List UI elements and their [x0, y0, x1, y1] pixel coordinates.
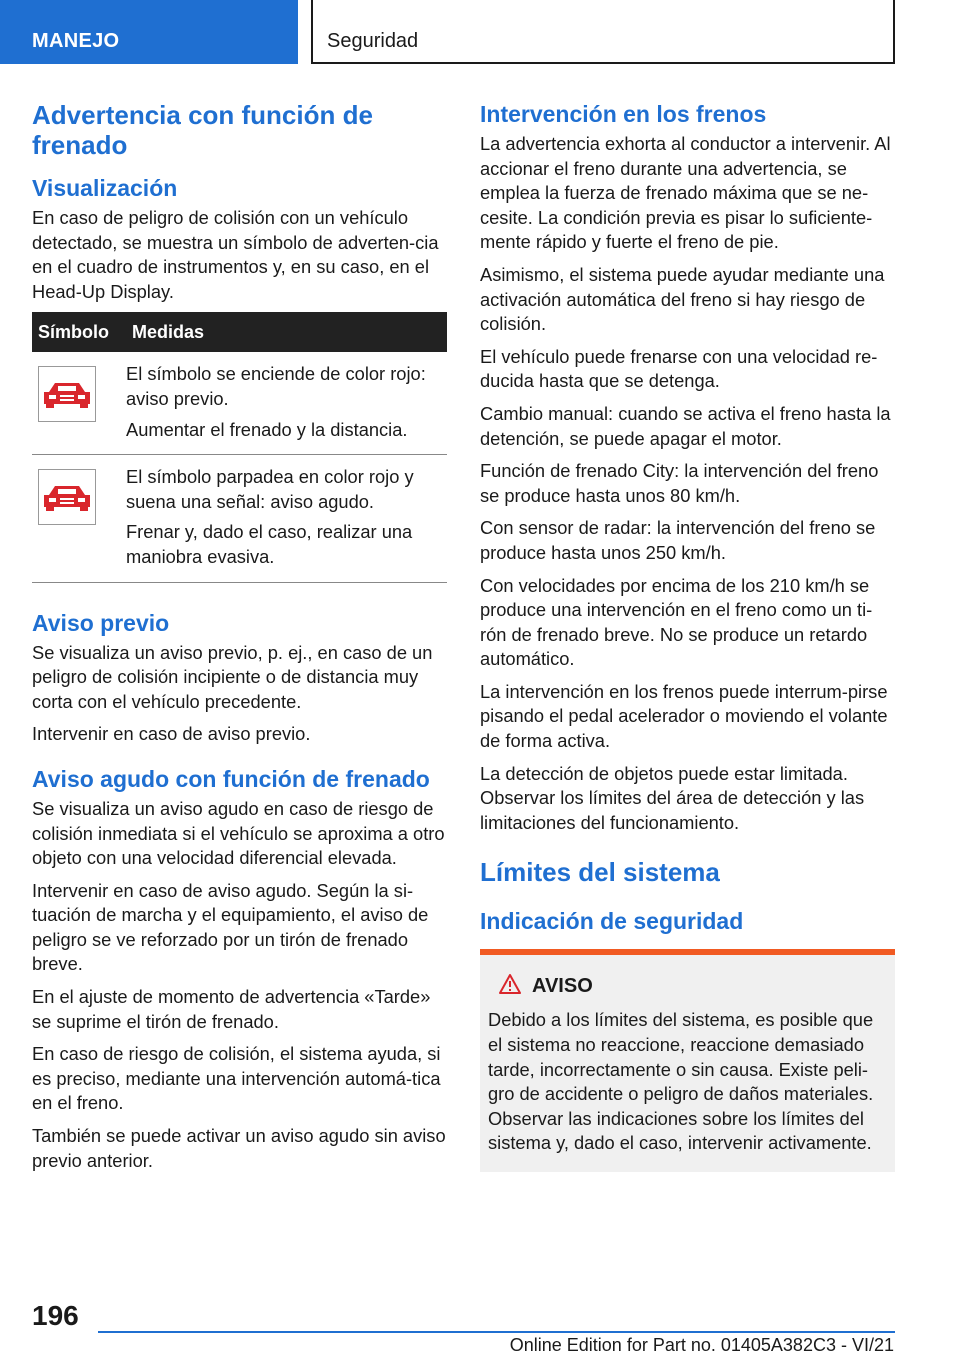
- row-2-text-2: Frenar y, dado el caso, realizar una maniobra evasiva.: [126, 521, 413, 567]
- header-section-tab: [0, 0, 298, 64]
- row-1-text-1: El símbolo se enciende de color rojo: aviso previo.: [126, 363, 426, 409]
- red-car-warning-icon: [38, 469, 96, 525]
- aviso-previo-text-1: Se visualiza un aviso previo, p. ej., en caso de un peligro de colisión incipiente o de distancia muy corta con el vehículo precedente.: [32, 641, 433, 712]
- aviso-previo-heading: Aviso previo: [32, 609, 170, 636]
- visualizacion-text: En caso de peligro de colisión con un vehículo detectado, se muestra un símbolo de adverten-cia en el cuadro de instrumentos y, en su caso, en el Head-Up Display.: [32, 207, 439, 302]
- visualizacion-heading: Visualización: [32, 175, 178, 201]
- intervencion-text-5: Función de frenado City: la intervención del freno se produce hasta unos 80 km/h.: [480, 460, 879, 506]
- row-1-text-2: Aumentar el frenado y la distancia.: [126, 418, 408, 440]
- intervencion-text-6: Con sensor de radar: la intervención del freno se produce hasta unos 250 km/h.: [480, 517, 876, 563]
- footer-edition: Online Edition for Part no. 01405A382C3 - VI/21: [509, 1335, 894, 1355]
- warning-box: [480, 955, 895, 1172]
- limites-heading: Límites del sistema: [480, 857, 720, 888]
- table-row: [32, 455, 447, 582]
- aviso-previo-text-2: Intervenir en caso de aviso previo.: [32, 723, 311, 745]
- right-column: [480, 100, 895, 1172]
- header-section-label: MANEJO: [32, 30, 120, 52]
- warning-text: Debido a los límites del sistema, es posible que el sistema no reaccione, reaccione demasiado tarde, incorrectamente o sin causa. Existe peli-gro de accidente o peligro de daños materiales. Observar las indicaciones sobre los límites del sistema y, dado el caso, intervenir activamente.: [488, 1009, 874, 1154]
- left-column: [32, 100, 447, 1181]
- intervencion-text-4: Cambio manual: cuando se activa el freno hasta la detención, se puede apagar el motor.: [480, 402, 891, 449]
- intervencion-text-9: La detección de objetos puede estar limitada. Observar los límites del área de detección y las limitaciones del funcionamiento.: [480, 762, 865, 833]
- warning-label: AVISO: [532, 975, 593, 998]
- intervencion-text-1: La advertencia exhorta al conductor a intervenir. Al accionar el freno durante una advertencia, se emplea la fuerza de frenado máxima que se ne-cesite. La condición previa es pisar lo suficiente-mente rápido y fuerte el freno de pie.: [480, 133, 891, 253]
- intervencion-text-3: El vehículo puede frenarse con una velocidad re-ducida hasta que se detenga.: [480, 345, 878, 392]
- table-header-symbol: Símbolo: [32, 312, 126, 352]
- intervencion-text-7: Con velocidades por encima de los 210 km/h se produce una intervención en el freno como un ti-rón de frenado breve. No se produce un retardo automático.: [480, 574, 873, 670]
- symbol-table: [32, 312, 447, 582]
- aviso-agudo-text-3: En el ajuste de momento de advertencia «Tarde» se suprime el tirón de frenado.: [32, 986, 431, 1032]
- indicacion-heading: Indicación de seguridad: [480, 908, 744, 935]
- aviso-agudo-text-2: Intervenir en caso de aviso agudo. Según la si-tuación de marcha y el equipamiento, el aviso de peligro se ve reforzado por un tirón de frenado breve.: [32, 879, 429, 975]
- footer-line: [98, 1331, 895, 1333]
- intervencion-text-2: Asimismo, el sistema puede ayudar mediante una activación automática del freno si hay riesgo de colisión.: [480, 263, 885, 335]
- table-header-measures: Medidas: [126, 312, 447, 352]
- aviso-agudo-text-4: En caso de riesgo de colisión, el sistema ayuda, si es preciso, mediante una intervención automá-tica en el freno.: [32, 1043, 441, 1114]
- table-row: [32, 352, 447, 454]
- aviso-agudo-text-5: También se puede activar un aviso agudo sin aviso previo anterior.: [32, 1125, 446, 1171]
- main-heading: Advertencia con función de frenado: [32, 100, 373, 160]
- page-number: 196: [32, 1300, 79, 1331]
- aviso-agudo-heading: Aviso agudo con función de frenado: [32, 765, 430, 792]
- row-2-text-1: El símbolo parpadea en color rojo y suena una señal: aviso agudo.: [126, 466, 414, 512]
- warning-triangle-icon: [498, 973, 522, 1000]
- aviso-agudo-text-1: Se visualiza un aviso agudo en caso de riesgo de colisión inmediata si el vehículo se aproxima a otro objeto con una velocidad diferencial elevada.: [32, 797, 445, 869]
- intervencion-heading: Intervención en los frenos: [480, 101, 767, 127]
- header-title: Seguridad: [327, 30, 419, 52]
- intervencion-text-8: La intervención en los frenos puede interrum-pirse pisando el pedal acelerador o moviendo el volante de forma activa.: [480, 680, 888, 752]
- header-title-box: [311, 0, 895, 64]
- red-car-warning-icon: [38, 366, 96, 422]
